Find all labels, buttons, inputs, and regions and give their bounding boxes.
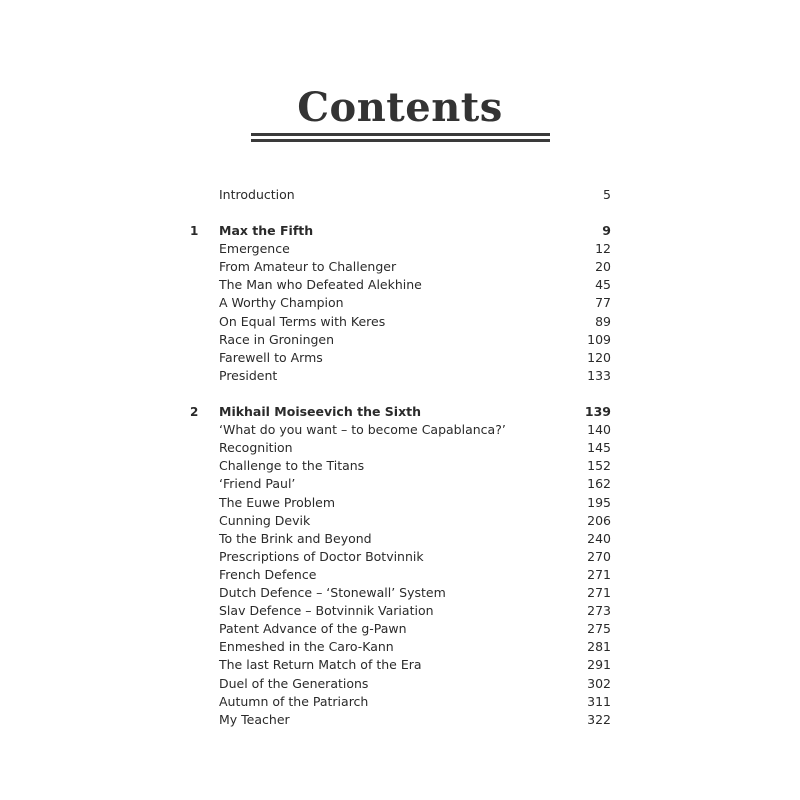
toc-entry-page: 45 <box>595 277 611 293</box>
chapter-number: 2 <box>190 405 199 419</box>
toc-entry-label: Dutch Defence – ‘Stonewall’ System <box>219 585 446 600</box>
toc-entry <box>0 512 800 530</box>
toc-entry-page: 240 <box>587 530 611 546</box>
toc-entry-label: ‘Friend Paul’ <box>219 476 296 492</box>
toc-entry <box>0 584 800 602</box>
toc-entry <box>0 439 800 457</box>
toc-chapter-2 <box>0 403 800 421</box>
toc-entry-page: 291 <box>587 657 611 673</box>
toc-entry-label: The last Return Match of the Era <box>219 657 422 673</box>
toc-entry-page: 20 <box>595 259 611 275</box>
toc-entry <box>0 711 800 729</box>
toc-entry-page: 133 <box>587 367 611 383</box>
toc-entry-label: Patent Advance of the g-Pawn <box>219 621 407 637</box>
toc-entry-page: 311 <box>587 693 611 709</box>
toc-chapter-1 <box>0 222 800 240</box>
toc-entry <box>0 494 800 512</box>
toc-entry-label: My Teacher <box>219 711 290 727</box>
page-title: Contents <box>297 84 503 131</box>
toc-entry-page: 271 <box>587 585 611 600</box>
toc-entry-label: The Euwe Problem <box>219 494 336 510</box>
toc-entry-label: Enmeshed in the Caro-Kann <box>219 639 394 655</box>
toc-entry-page: 275 <box>587 621 611 637</box>
toc-entry-label: ‘What do you want – to become Capablanca?’ <box>219 422 506 438</box>
toc-entry-page: 281 <box>587 639 611 655</box>
toc-entry <box>0 367 800 385</box>
toc-entry <box>0 638 800 656</box>
toc-entry-label: Autumn of the Patriarch <box>219 693 369 709</box>
toc-entry-page: 152 <box>587 458 611 474</box>
toc-entry <box>0 566 800 584</box>
toc-entry-page: 12 <box>595 241 611 257</box>
toc-entry-label: Introduction <box>219 187 295 202</box>
toc-entry-page: 109 <box>587 331 611 347</box>
toc-entry <box>0 313 800 331</box>
toc-entry-page: 162 <box>587 476 611 492</box>
toc-entry-label: A Worthy Champion <box>219 295 344 311</box>
toc-entry-page: 322 <box>587 711 611 727</box>
toc-entry-page: 195 <box>587 494 611 510</box>
toc-entry <box>0 693 800 711</box>
toc-entry-page: 77 <box>595 295 611 311</box>
toc-entry-page: 120 <box>587 349 611 365</box>
chapter-number: 1 <box>190 224 199 238</box>
toc-entry-label: From Amateur to Challenger <box>219 259 397 275</box>
toc-entry-page: 273 <box>587 603 611 619</box>
toc-entry-page: 5 <box>603 187 611 202</box>
chapter-page: 139 <box>584 404 611 419</box>
toc-entry <box>0 530 800 548</box>
toc-entry-introduction <box>0 186 800 204</box>
toc-entry-label: Cunning Devik <box>219 512 311 528</box>
toc-entry-page: 89 <box>595 313 611 329</box>
toc-entry <box>0 294 800 312</box>
toc-entry-label: President <box>219 367 278 383</box>
toc-entry <box>0 675 800 693</box>
toc-entry-page: 302 <box>587 675 611 691</box>
toc-entry-label: French Defence <box>219 566 317 582</box>
toc-entry <box>0 548 800 566</box>
toc-entry-page: 145 <box>587 440 611 456</box>
toc-entry <box>0 475 800 493</box>
toc-entry-label: Race in Groningen <box>219 331 335 347</box>
toc-entry-label: Prescriptions of Doctor Botvinnik <box>219 548 424 564</box>
toc-entry <box>0 258 800 276</box>
toc-entry-label: Recognition <box>219 440 293 456</box>
toc-entry-label: The Man who Defeated Alekhine <box>219 277 422 293</box>
toc-entry-label: On Equal Terms with Keres <box>219 313 386 329</box>
toc-entry-label: Slav Defence – Botvinnik Variation <box>219 603 434 619</box>
toc-entry <box>0 620 800 638</box>
toc-entry <box>0 349 800 367</box>
toc-entry-label: Emergence <box>219 241 290 257</box>
toc-entry-label: To the Brink and Beyond <box>219 530 372 546</box>
toc-entry <box>0 457 800 475</box>
toc-entry <box>0 656 800 674</box>
toc-entry <box>0 276 800 294</box>
toc-entry-page: 271 <box>587 566 611 582</box>
toc-entry-page: 140 <box>587 422 611 438</box>
toc-entry-page: 270 <box>587 548 611 564</box>
chapter-title: Mikhail Moiseevich the Sixth <box>219 404 422 419</box>
chapter-title: Max the Fifth <box>219 223 314 238</box>
toc-entry <box>0 240 800 258</box>
toc-entry-label: Duel of the Generations <box>219 675 369 691</box>
toc-entry <box>0 331 800 349</box>
toc-entry-page: 206 <box>587 512 611 528</box>
toc-entry-label: Challenge to the Titans <box>219 458 365 474</box>
chapter-page: 9 <box>602 223 611 238</box>
toc-entry-label: Farewell to Arms <box>219 349 323 365</box>
toc-entry <box>0 602 800 620</box>
toc-entry <box>0 421 800 439</box>
